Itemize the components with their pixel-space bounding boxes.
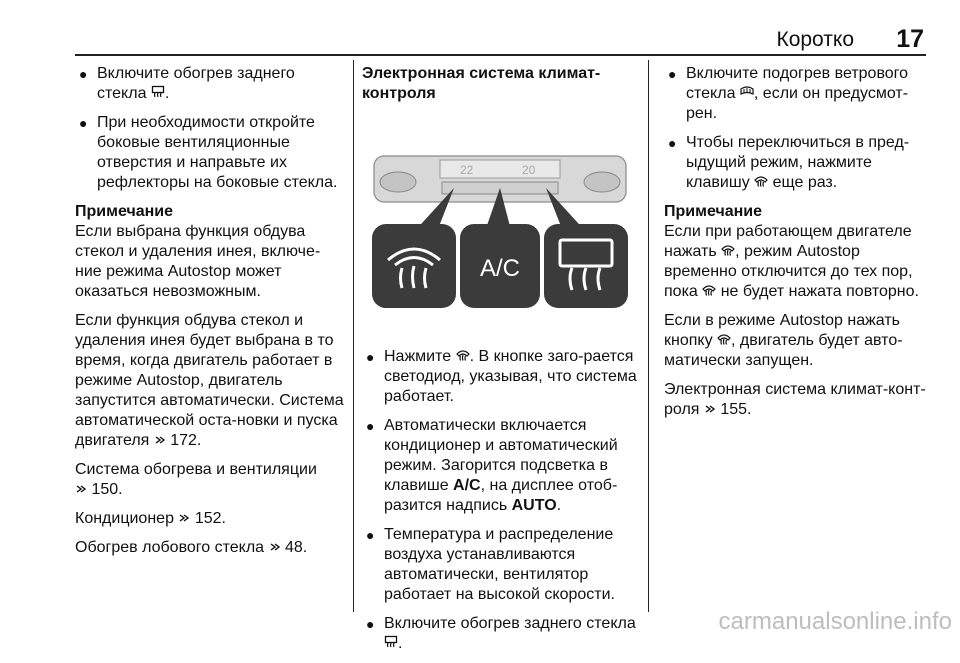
bullet-text-end: еще раз. — [768, 174, 838, 191]
auto-label: AUTO — [511, 497, 557, 514]
bullet-text: Нажмите — [384, 348, 456, 365]
bullet-text: Чтобы переключиться в пред-ыдущий режим, нажмите клавишу — [686, 134, 910, 191]
page-ref-arrow-icon — [269, 541, 281, 553]
section-heading: Электронная система климат-контроля — [362, 65, 601, 102]
page-ref: 150. — [87, 481, 123, 498]
column-divider-2 — [648, 60, 649, 612]
climate-control-figure — [362, 152, 638, 337]
bullet-rear-defrost-2 — [362, 614, 638, 654]
ac-button-label: A/C — [479, 255, 521, 282]
ref-text: Обогрев лобового стекла — [75, 539, 269, 556]
note-text: Если в режиме Autostop нажать кнопку — [664, 312, 901, 349]
note-text-end: , двигатель будет авто-матически запущен. — [664, 332, 903, 369]
page-ref: 172. — [165, 432, 202, 449]
front-defrost-icon — [754, 174, 768, 188]
page-header-title: Коротко — [776, 28, 854, 51]
left-knob — [380, 172, 416, 192]
bullet-dot: ● — [366, 616, 375, 632]
page-ref-arrow-icon — [178, 512, 190, 524]
note-paragraph-1: Если выбрана функция обдува стекол и удаления инея, включе-ние режима Autostop может оказаться невозможным. — [75, 223, 321, 300]
column-3 — [664, 64, 930, 429]
climate-panel-illustration — [362, 152, 638, 337]
bullet-text: Включите обогрев заднего стекла — [97, 65, 295, 102]
bullet-dot: ● — [366, 527, 375, 543]
note-text: Если функция обдува стекол и удаления инея будет выбрана в то время, когда двигатель работает в режиме Autostop, двигатель запустится автоматически. Система автоматической оста-новки и пуска двигателя — [75, 312, 344, 449]
bullet-dot: ● — [79, 66, 88, 82]
page-ref-arrow-icon — [154, 434, 166, 446]
note-paragraph-2 — [664, 311, 930, 371]
rear-defrost-icon — [151, 85, 165, 99]
bullet-text: Температура и распределение воздуха устанавливаются автоматически, вентилятор работает на высокой скорости. — [384, 526, 615, 603]
front-defrost-icon — [717, 332, 731, 346]
column-1 — [75, 64, 345, 567]
panel-display — [440, 160, 560, 178]
ref-text: Кондиционер — [75, 510, 179, 527]
front-defrost-icon — [456, 348, 470, 362]
column-2 — [362, 64, 638, 663]
page-ref-arrow-icon — [704, 403, 716, 415]
bullet-text-end: . — [398, 635, 403, 652]
bullet-previous-mode — [664, 133, 930, 193]
note-paragraph-1 — [664, 222, 930, 302]
bullet-ac-auto — [362, 416, 638, 516]
cross-reference-windshield — [75, 538, 345, 558]
bullet-temperature — [362, 525, 638, 605]
bullet-text-end: . В кнопке заго-рается светодиод, указывая, что система работает. — [384, 348, 637, 405]
front-defrost-icon — [721, 243, 735, 257]
ac-label: A/C — [453, 477, 481, 494]
bullet-press-auto — [362, 347, 638, 407]
page-ref-arrow-icon — [75, 483, 87, 495]
page-ref: 48. — [280, 539, 308, 556]
note-title: Примечание — [664, 203, 763, 220]
bullet-dot: ● — [79, 115, 88, 131]
bullet-heated-windshield — [664, 64, 930, 124]
cross-reference-ac — [75, 509, 345, 529]
bullet-text-end: , если он предусмот-рен. — [686, 85, 909, 122]
note-text-end: не будет нажата повторно. — [716, 283, 919, 300]
note-title: Примечание — [75, 203, 174, 220]
right-knob — [584, 172, 620, 192]
page-number: 17 — [896, 25, 924, 53]
bullet-text-end: . — [164, 85, 170, 102]
bullet-text: Включите подогрев ветрового стекла — [686, 65, 909, 102]
note-paragraph-2 — [75, 311, 345, 451]
ref-text: Система обогрева и вентиляции — [75, 461, 317, 478]
bullet-dot: ● — [366, 349, 375, 365]
bullet-text: При необходимости откройте боковые вентиляционные отверстия и направьте их рефлекторы на боковые стекла. — [97, 114, 338, 191]
heated-windshield-icon — [740, 85, 754, 99]
header-rule — [75, 54, 926, 56]
cross-reference-climate — [664, 380, 930, 420]
column-divider-1 — [353, 60, 354, 612]
bullet-dot: ● — [668, 135, 677, 151]
rear-defrost-icon — [384, 635, 398, 649]
display-right-temp: 20 — [522, 163, 536, 177]
bullet-side-vents — [75, 113, 345, 193]
bullet-dot: ● — [668, 66, 677, 82]
bullet-dot: ● — [366, 418, 375, 434]
cross-reference-heating — [75, 460, 345, 500]
bullet-text-end: . — [556, 497, 562, 514]
display-left-temp: 22 — [460, 163, 474, 177]
page-ref: 155. — [715, 401, 752, 418]
page-ref: 152. — [190, 510, 226, 527]
watermark: carmanualsonline.info — [718, 608, 952, 635]
note-text: Если при работающем двигателе нажать — [664, 223, 912, 260]
ref-text: Электронная система климат-конт-роля — [664, 381, 926, 418]
note-text-mid: , режим Autostop временно отключится до тех пор, пока — [664, 243, 913, 300]
bullet-text: Включите обогрев заднего стекла — [384, 615, 636, 632]
bullet-rear-defrost — [75, 64, 345, 104]
bullet-text: Автоматически включается кондиционер и автоматический режим. Загорится подсветка в клавише — [384, 417, 618, 494]
front-defrost-icon — [702, 283, 716, 297]
bullet-text-mid: , на дисплее отоб-разится надпись — [384, 477, 618, 514]
